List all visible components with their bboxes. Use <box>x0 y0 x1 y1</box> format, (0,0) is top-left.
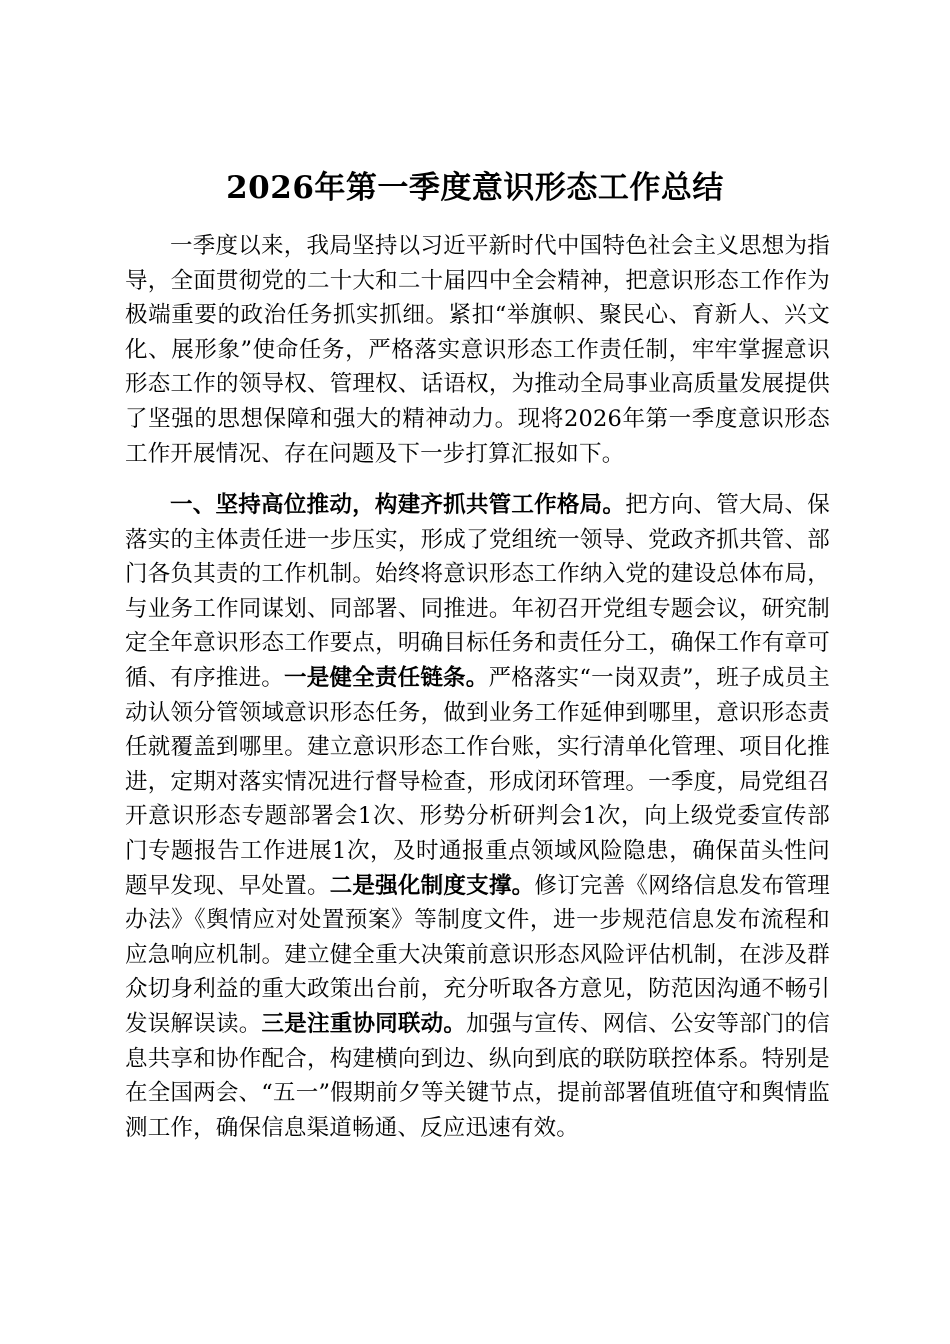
document-title: 2026年第一季度意识形态工作总结 <box>226 170 724 206</box>
point-1-text: 严格落实“一岗双责”，班子成员主动认领分管领域意识形态任务，做到业务工作延伸到哪里，意识形态责任就覆盖到哪里。建立意识形态工作台账，实行清单化管理、项目化推进，定期对落实情况进行督导检查，形成闭环管理。一季度，局党组召开意识形态专题部署会1次、形势分析研判会1次，向上级党委宣传部门专题报告工作进展1次，及时通报重点领域风险隐患，确保苗头性问题早发现、早处置。 <box>125 664 830 899</box>
point-2-text: 修订完善《网络信息发布管理办法》《舆情应对处置预案》等制度文件，进一步规范信息发布流程和应急响应机制。建立健全重大决策前意识形态风险评估机制，在涉及群众切身利益的重大政策出台前，充分听取各方意见，防范因沟通不畅引发误解误读。 <box>125 872 830 1037</box>
point-1-heading: 一是健全责任链条。 <box>284 664 489 691</box>
section-1-heading: 一、坚持高位推动，构建齐抓共管工作格局。 <box>170 492 626 518</box>
section-1-paragraph <box>125 488 830 1145</box>
point-3-text: 加强与宣传、网信、公安等部门的信息共享和协作配合，构建横向到边、纵向到底的联防联控体系。特别是在全国两会、“五一”假期前夕等关键节点，提前部署值班值守和舆情监测工作，确保信息渠道畅通、反应迅速有效。 <box>125 1010 830 1141</box>
point-3-heading: 三是注重协同联动。 <box>261 1010 467 1037</box>
point-2-heading: 二是强化制度支撑。 <box>329 872 535 899</box>
intro-paragraph: 一季度以来，我局坚持以习近平新时代中国特色社会主义思想为指导，全面贯彻党的二十大和二十届四中全会精神，把意识形态工作作为极端重要的政治任务抓实抓细。紧扣“举旗帜、聚民心、育新人、兴文化、展形象”使命任务，严格落实意识形态工作责任制，牢牢掌握意识形态工作的领导权、管理权、话语权，为推动全局事业高质量发展提供了坚强的思想保障和强大的精神动力。现将2026年第一季度意识形态工作开展情况、存在问题及下一步打算汇报如下。 <box>125 233 830 467</box>
section-1-text: 把方向、管大局、保落实的主体责任进一步压实，形成了党组统一领导、党政齐抓共管、部门各负其责的工作机制。始终将意识形态工作纳入党的建设总体布局，与业务工作同谋划、同部署、同推进。年初召开党组专题会议，研究制定全年意识形态工作要点，明确目标任务和责任分工，确保工作有章可循、有序推进。 <box>125 492 830 691</box>
